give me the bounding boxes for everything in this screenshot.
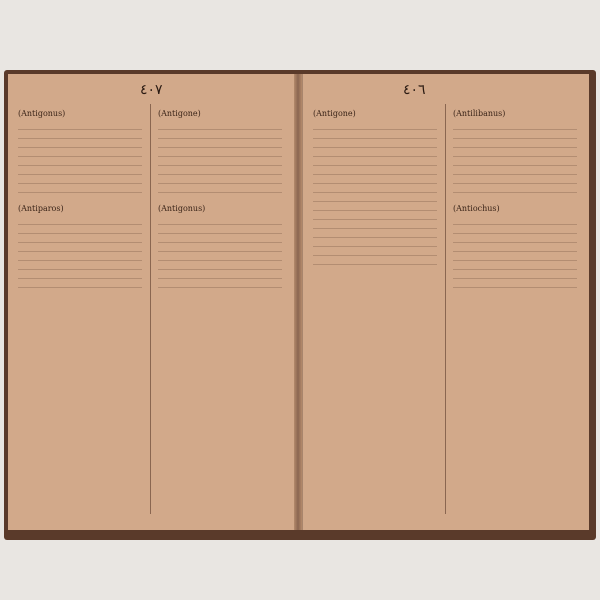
gloss: (Antigone) xyxy=(313,109,356,118)
book-gutter xyxy=(294,74,302,530)
right-page-column-b xyxy=(453,104,577,514)
gloss: (Antigonus) xyxy=(158,204,206,213)
gloss: (Antigone) xyxy=(158,109,201,118)
column-divider xyxy=(445,104,446,514)
left-page xyxy=(8,74,295,530)
left-page-column-a xyxy=(18,104,142,514)
gloss: (Antilibanus) xyxy=(453,109,506,118)
open-book xyxy=(4,70,596,540)
gloss: (Antigonus) xyxy=(18,109,66,118)
right-page xyxy=(302,74,589,530)
gloss: (Antiparos) xyxy=(18,204,64,213)
left-page-column-b xyxy=(158,104,282,514)
column-divider xyxy=(150,104,151,514)
gloss: (Antiochus) xyxy=(453,204,500,213)
page-number-left: ٤٠٧ xyxy=(140,82,163,98)
page-number-right: ٤٠٦ xyxy=(403,82,426,98)
right-page-column-a xyxy=(313,104,437,514)
